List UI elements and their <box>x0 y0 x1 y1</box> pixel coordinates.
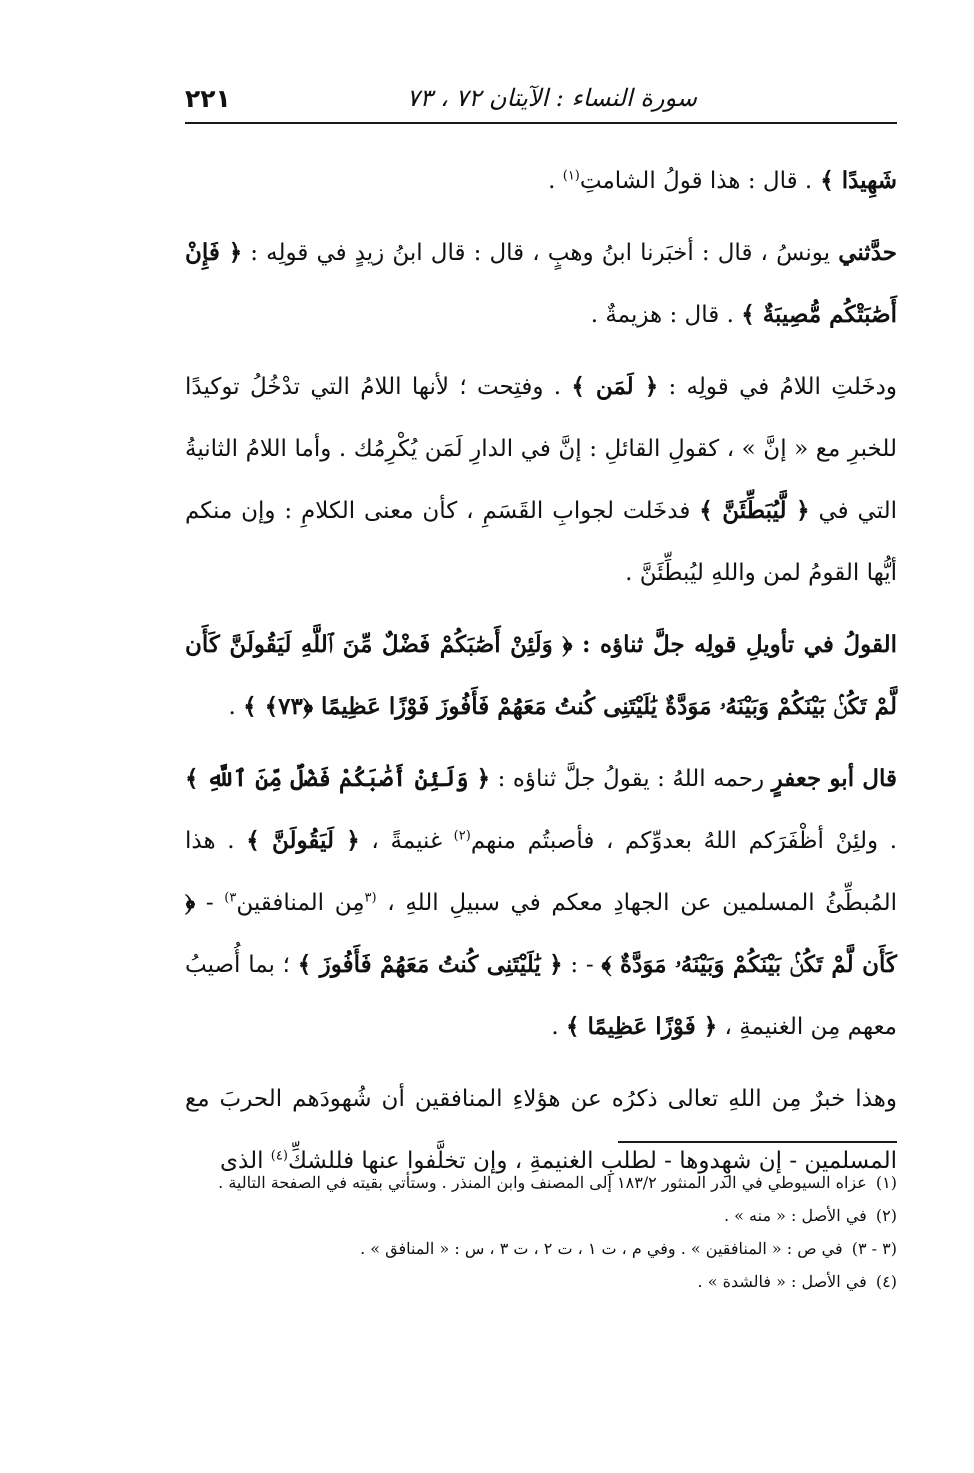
quran-verse: ﴿ لَّيُبَطِّئَنَّ ﴾ <box>699 497 810 524</box>
footnote-item <box>185 1199 897 1232</box>
text-run: وهذا خبرٌ مِن اللهِ تعالى ذكرُه عن هؤلاءِ المنافقين أن شُهودَهم الحربَ مع المسلمين - إن شهِدوها - لطلبِ الغنيمةِ ، وإن تخلَّفوا عنها فللشكِّ <box>185 1086 897 1174</box>
lead-phrase: حدَّثني <box>838 239 897 266</box>
text-run: . قال : هزيمةٌ . <box>590 302 742 328</box>
running-title: سورة النساء : الآيتان ٧٢ ، ٧٣ <box>406 84 697 112</box>
footnote-ref: (٤) <box>270 1148 288 1164</box>
footnote-number: (٣ - ٣) <box>851 1239 897 1258</box>
text-run: . وفتِحت ؛ لأنها اللامُ التي تدْخُلُ توكيدًا للخبرِ مع « إنَّ » ، كقولِ القائلِ : إنَّ في الدارِ لَمَن يُكْرِمُك . وأما اللامُ الثانيةُ التي في <box>185 374 898 524</box>
footnote-number: (٢) <box>875 1206 897 1225</box>
text-run: غنيمةً ، <box>359 828 454 854</box>
quran-verse: شَهِيدًا ﴾ <box>812 167 897 194</box>
text-run: . قال : هذا قولُ الشامتِ <box>579 168 813 194</box>
quran-verse: ﴿ وَلَئِنْ أَصَٰبَكُمْ فَضْلٌ مِّنَ ٱللَّهِ لَيَقُولَنَّ كَأَن لَّمْ تَكُنۢ بَيْنَكُمْ وَبَيْنَهُۥ مَوَدَّةٌ يَٰلَيْتَنِى كُنتُ مَعَهُمْ فَأَفُوزَ فَوْزًا عَظِيمًا ﴿٧٣﴾ ﴾ <box>185 631 897 720</box>
paragraph <box>185 222 897 346</box>
footnote-text: في الأصل : « منه » . <box>724 1206 867 1225</box>
main-text <box>185 150 897 1202</box>
footnote-item <box>185 1166 897 1199</box>
lead-phrase: قال أبو جعفرٍ <box>771 765 897 792</box>
quran-verse: ﴿ كَأَن لَّمْ تَكُنۢ بَيْنَكُمْ وَبَيْنَهُۥ مَوَدَّةٌ ﴾ <box>185 889 897 978</box>
paragraph <box>185 614 897 738</box>
footnote-number: (٤) <box>875 1272 897 1291</box>
text-run: رحمه اللهُ : يقولُ جلَّ ثناؤه : <box>490 766 772 792</box>
text-run: - <box>195 890 225 916</box>
footnote-ref: ٣) <box>224 890 237 906</box>
footnote-text: عزاه السيوطي في الدر المنثور ١٨٣/٢ إلى المصنف وابن المنذر . وستأتي بقيته في الصفحة التالية . <box>218 1173 867 1192</box>
text-run: - : <box>562 952 602 978</box>
quran-verse: ﴿ لَيَقُولَنَّ ﴾ <box>246 827 360 854</box>
footnote-ref: (٣ <box>364 890 377 906</box>
quran-verse: ﴿ فَإِنْ أَصَٰبَتْكُم مُّصِيبَةٌ ﴾ <box>185 239 897 328</box>
page-number: ٢٢١ <box>185 84 231 113</box>
text-run: الذى <box>220 1148 271 1174</box>
footnote-item <box>185 1232 897 1265</box>
text-run: فدخَلت لجوابِ القَسَمِ ، كأن معنى الكلامِ : وإن منكم أيُّها القومُ لمن واللهِ ليُبطِّئَنَّ . <box>185 498 897 586</box>
footnote-ref: (١) <box>562 168 580 184</box>
quran-verse: ﴿ فَوْزًا عَظِيمًا ﴾ <box>565 1013 718 1040</box>
text-run: . <box>228 694 244 720</box>
paragraph <box>185 748 897 1058</box>
footnote-number: (١) <box>875 1173 897 1192</box>
text-run: مِن المنافقين <box>236 890 365 916</box>
text-run: يونسُ ، قال : أخبَرنا ابنُ وهبٍ ، قال : قال ابنُ زيدٍ في قولِه : <box>242 240 839 266</box>
text-run: . ولئِنْ أظْفَرَكم اللهُ بعدوِّكم ، فأصبتُم منهم <box>470 828 898 854</box>
footnotes <box>185 1166 897 1298</box>
text-run: ودخَلتِ اللامُ في قولِه : <box>658 374 898 400</box>
footnote-divider <box>618 1141 897 1143</box>
paragraph <box>185 150 897 212</box>
footnote-text: في الأصل : « فالشدة » . <box>697 1272 867 1291</box>
lead-phrase: القولُ في تأويلِ قولِه جلَّ ثناؤه : <box>572 631 897 658</box>
paragraph <box>185 356 897 604</box>
text-run: . هذا المُبطِّئُ المسلمين عن الجهادِ معكم في سبيلِ اللهِ ، <box>185 828 897 916</box>
quran-verse: ﴿ يَٰلَيْتَنِى كُنتُ مَعَهُمْ فَأَفُوزَ ﴾ <box>297 951 563 978</box>
footnote-text: في ص : « المنافقين » . وفي م ، ت ١ ، ت ٢ ، ت ٣ ، س : « المنافق » . <box>360 1239 843 1258</box>
page-header <box>185 80 897 124</box>
footnote-item <box>185 1265 897 1298</box>
text-run: . <box>548 168 563 194</box>
footnote-ref: (٢) <box>453 828 471 844</box>
quran-verse: ﴿ لَمَن ﴾ <box>571 373 659 400</box>
quran-verse: ﴿ وَلَئِنْ أَصَٰبَكُمْ فَضْلٌ مِّنَ ٱللَّهِ ﴾ <box>185 765 491 792</box>
text-run: ؛ بما أُصيبُ معهم مِن الغنيمةِ ، <box>185 952 897 1040</box>
text-run: . <box>551 1014 566 1040</box>
